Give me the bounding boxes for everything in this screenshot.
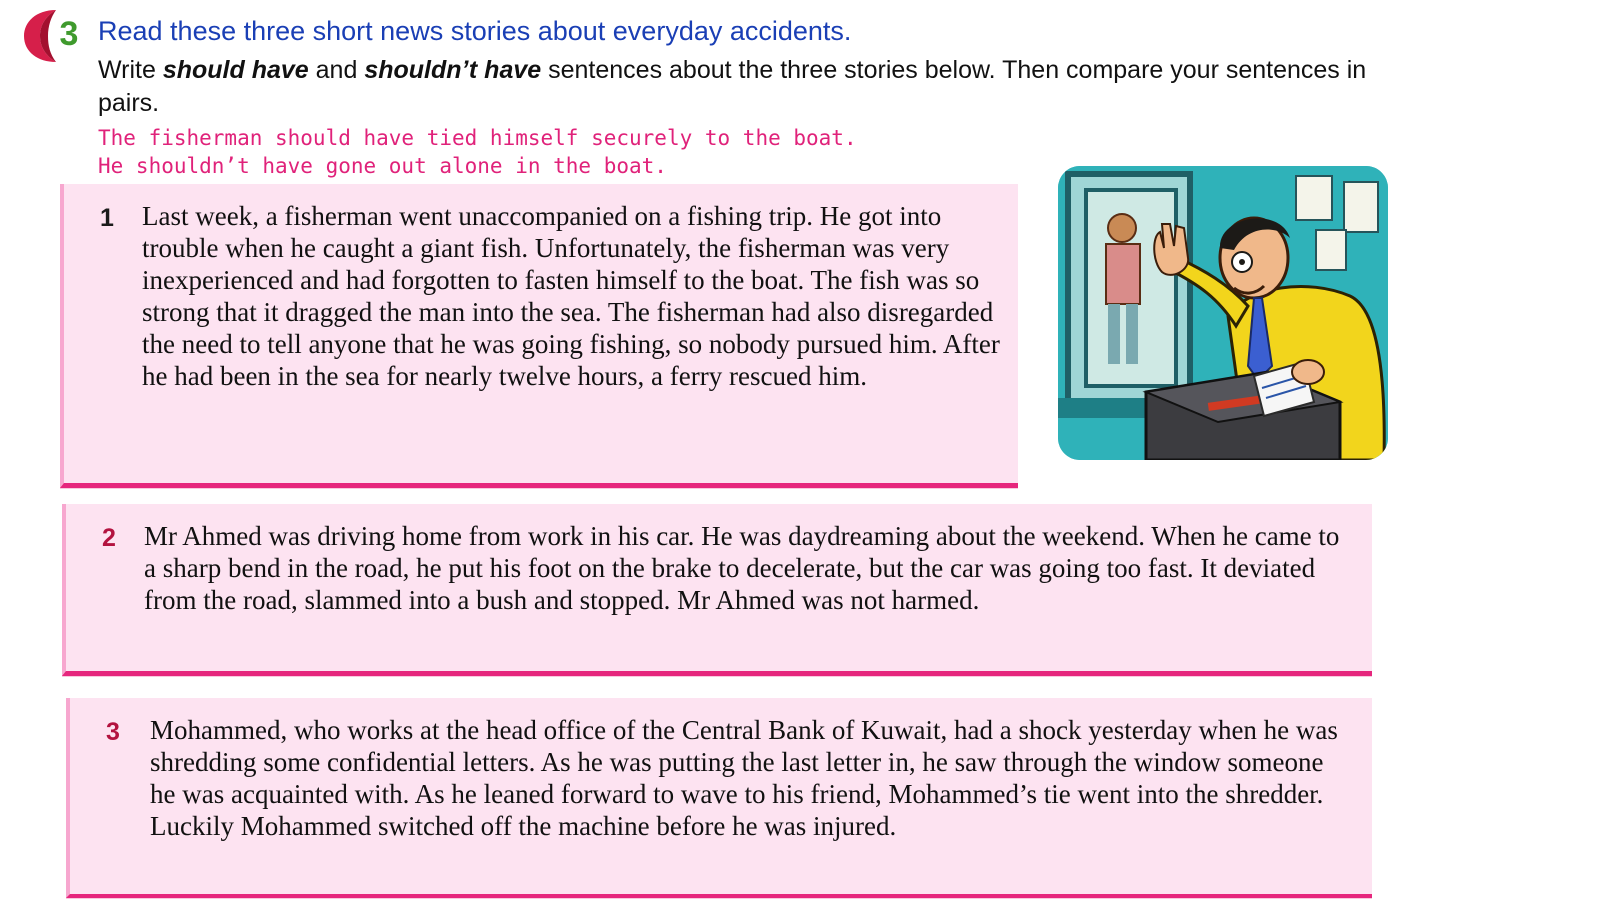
- example-sentences: [98, 124, 857, 180]
- exercise-instruction: [98, 54, 1398, 120]
- exercise-heading: Read these three short news stories about everyday accidents.: [98, 16, 852, 46]
- story-text: Last week, a fisherman went unaccompanied on a fishing trip. He got into trouble when he caught a giant fish. Unfortunately, the fisherman was very inexperienced and had forgotten to fasten himself to the boat. The fish was so strong that it dragged the man into the sea. The fisherman had also disregarded the need to tell anyone that he was going fishing, so nobody pursued him. After he had been in the sea for nearly twelve hours, a ferry rescued him.: [142, 201, 1000, 391]
- instruction-text-3: sentences about the three stories below. Then compare your sentences in pairs.: [98, 56, 1367, 117]
- illustration-drawing: [1058, 166, 1388, 460]
- story-box-1: [60, 184, 1018, 488]
- office-shredder-illustration: [1058, 166, 1388, 460]
- example-sentence: He shouldn’t have gone out alone in the boat.: [98, 154, 667, 178]
- story-box-3: [66, 698, 1372, 898]
- story-number: 2: [102, 524, 116, 552]
- instruction-text-1: Write: [98, 56, 163, 84]
- exercise-number: 3: [59, 15, 79, 53]
- story-box-2: [62, 504, 1372, 676]
- example-sentence: The fisherman should have tied himself securely to the boat.: [98, 126, 857, 150]
- exercise-number-badge: [22, 6, 90, 64]
- instruction-shouldnt-have: shouldn’t have: [364, 56, 542, 84]
- instruction-text-2: and: [308, 56, 365, 84]
- story-text: Mr Ahmed was driving home from work in his car. He was daydreaming about the weekend. When he came to a sharp bend in the road, he put his foot on the brake to decelerate, but the car was going too fast. It deviated from the road, slammed into a bush and stopped. Mr Ahmed was not harmed.: [144, 521, 1340, 615]
- story-text: Mohammed, who works at the head office of the Central Bank of Kuwait, had a shock yesterday when he was shredding some confidential letters. As he was putting the last letter in, he saw through the window someone he was acquainted with. As he leaned forward to wave to his friend, Mohammed’s tie went into the shredder. Luckily Mohammed switched off the machine before he was injured.: [150, 715, 1338, 841]
- story-number: 3: [106, 718, 120, 746]
- story-number: 1: [100, 204, 114, 232]
- instruction-should-have: should have: [162, 56, 309, 84]
